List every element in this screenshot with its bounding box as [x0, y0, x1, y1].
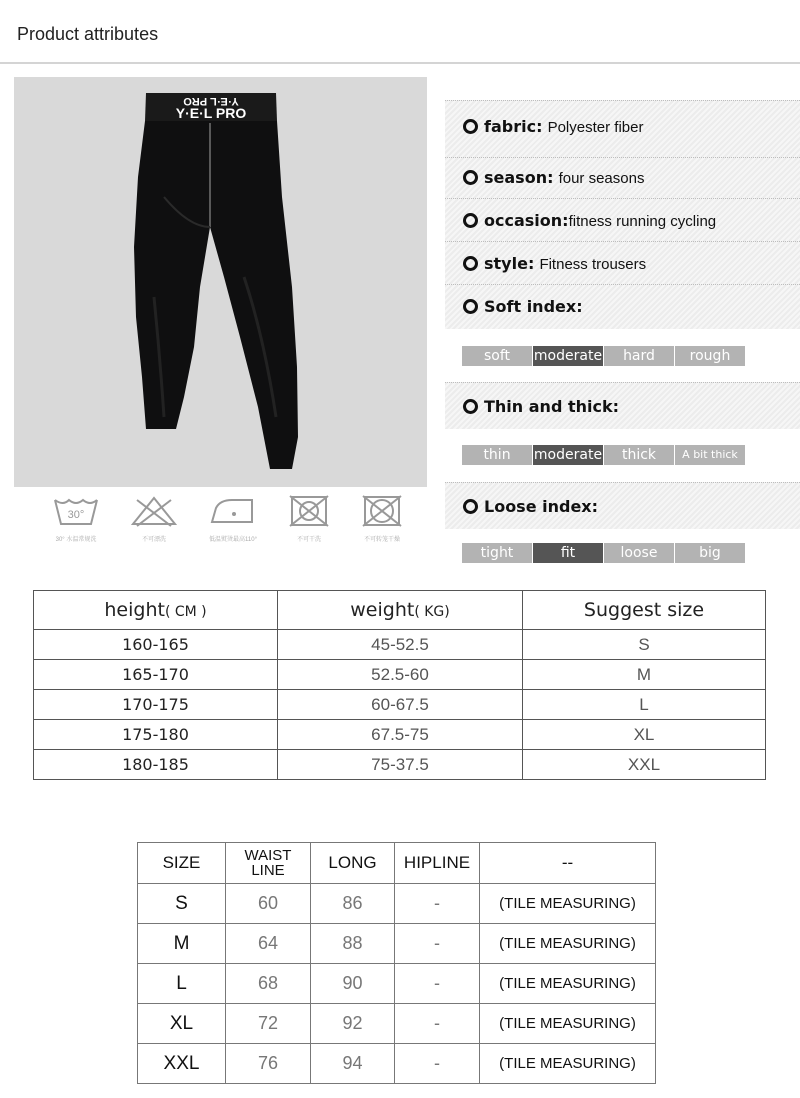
measurement-table	[137, 842, 656, 1084]
table-cell: 60	[226, 884, 311, 924]
attr-value: Fitness trousers	[539, 256, 647, 273]
circle-bullet-icon	[463, 499, 478, 514]
table-cell: 45-52.5	[278, 630, 523, 660]
scale-option: A bit thick	[675, 445, 745, 465]
table-cell: S	[138, 884, 226, 924]
care-caption: 不可转笼干燥	[363, 537, 400, 543]
care-caption: 30° 水温常规洗	[55, 537, 97, 543]
column-header-size: SIZE	[138, 843, 226, 884]
column-header-note: --	[480, 843, 656, 884]
table-header-row	[34, 591, 766, 630]
no-tumble-dry-icon	[346, 494, 418, 543]
table-cell: (TILE MEASURING)	[480, 964, 656, 1004]
column-header-waist: WAIST LINE	[226, 843, 311, 884]
table-cell: 90	[311, 964, 395, 1004]
attr-season: season: four seasons	[445, 157, 800, 198]
table-cell: 76	[226, 1044, 311, 1084]
attr-occasion: occasion:fitness running cycling	[445, 198, 800, 241]
attr-key: Thin and thick	[484, 397, 613, 416]
attr-value: four seasons	[558, 170, 645, 187]
care-caption: 不可漂洗	[141, 537, 166, 543]
circle-bullet-icon	[463, 299, 478, 314]
table-row	[34, 720, 766, 750]
table-cell: M	[138, 924, 226, 964]
wash-30-icon	[40, 494, 112, 543]
table-row	[138, 964, 656, 1004]
table-row	[34, 690, 766, 720]
table-cell: -	[395, 1004, 480, 1044]
table-row	[34, 660, 766, 690]
table-cell: S	[523, 630, 766, 660]
page-title: Product attributes	[17, 24, 159, 44]
table-cell: 68	[226, 964, 311, 1004]
table-row	[34, 630, 766, 660]
table-cell: 88	[311, 924, 395, 964]
table-cell: 67.5-75	[278, 720, 523, 750]
table-header-row	[138, 843, 656, 884]
table-cell: 160-165	[34, 630, 278, 660]
thickness-scale	[462, 445, 746, 465]
table-cell: (TILE MEASURING)	[480, 924, 656, 964]
column-header-height: height( CM )	[34, 591, 278, 630]
soft-index-scale	[462, 346, 746, 366]
column-header-suggest-size: Suggest size	[523, 591, 766, 630]
scale-option-selected: moderate	[533, 447, 603, 463]
table-cell: 170-175	[34, 690, 278, 720]
iron-low-icon	[197, 494, 269, 543]
attr-key: Soft index	[484, 297, 577, 316]
circle-bullet-icon	[463, 119, 478, 134]
table-cell: L	[138, 964, 226, 1004]
attr-fabric: fabric: Polyester fiber	[445, 100, 800, 157]
size-suggestion-table	[33, 590, 766, 780]
table-cell: 60-67.5	[278, 690, 523, 720]
table-cell: XL	[138, 1004, 226, 1044]
no-dry-clean-icon	[273, 494, 345, 543]
attr-key: fabric	[484, 117, 537, 136]
table-cell: -	[395, 884, 480, 924]
attr-key: Loose index	[484, 497, 592, 516]
circle-bullet-icon	[463, 399, 478, 414]
table-cell: XXL	[138, 1044, 226, 1084]
care-caption: 不可干洗	[296, 537, 321, 543]
scale-option-selected: moderate	[533, 348, 603, 364]
table-cell: -	[395, 1044, 480, 1084]
scale-option: soft	[462, 346, 532, 366]
care-instructions	[40, 494, 420, 554]
table-cell: 86	[311, 884, 395, 924]
attr-thin-thick: Thin and thick:	[445, 382, 800, 429]
scale-option: hard	[604, 346, 674, 366]
circle-bullet-icon	[463, 170, 478, 185]
table-cell: 165-170	[34, 660, 278, 690]
attr-soft-index: Soft index:	[445, 284, 800, 329]
table-cell: -	[395, 924, 480, 964]
table-cell: -	[395, 964, 480, 1004]
scale-option: loose	[604, 543, 674, 563]
brand-text: Y·E·L PRO	[175, 105, 247, 121]
scale-option: thick	[604, 445, 674, 465]
header	[0, 0, 800, 64]
table-cell: 64	[226, 924, 311, 964]
attr-style: style: Fitness trousers	[445, 241, 800, 284]
attr-loose-index: Loose index:	[445, 482, 800, 529]
scale-option-selected: fit	[533, 543, 603, 563]
attr-value: Polyester fiber	[547, 119, 644, 136]
table-cell: M	[523, 660, 766, 690]
table-cell: L	[523, 690, 766, 720]
table-cell: 52.5-60	[278, 660, 523, 690]
scale-option: big	[675, 543, 745, 563]
attr-key: style	[484, 254, 528, 273]
circle-bullet-icon	[463, 256, 478, 271]
attr-key: season	[484, 168, 548, 187]
attr-key: occasion	[484, 211, 563, 230]
table-cell: 180-185	[34, 750, 278, 780]
column-header-weight: weight( KG)	[278, 591, 523, 630]
column-header-long: LONG	[311, 843, 395, 884]
table-cell: (TILE MEASURING)	[480, 884, 656, 924]
table-row	[138, 884, 656, 924]
scale-option: thin	[462, 445, 532, 465]
loose-index-scale	[462, 543, 746, 563]
circle-bullet-icon	[463, 213, 478, 228]
brand-mirrored-text: Y·E·L PRO	[183, 95, 239, 107]
table-cell: XL	[523, 720, 766, 750]
table-cell: 94	[311, 1044, 395, 1084]
table-cell: (TILE MEASURING)	[480, 1004, 656, 1044]
table-row	[138, 1004, 656, 1044]
table-cell: 75-37.5	[278, 750, 523, 780]
column-header-hipline: HIPLINE	[395, 843, 480, 884]
table-row	[34, 750, 766, 780]
product-photo	[14, 77, 427, 487]
table-cell: 92	[311, 1004, 395, 1044]
svg-text:30°: 30°	[67, 509, 85, 521]
attr-value: fitness running cycling	[568, 213, 717, 230]
table-cell: XXL	[523, 750, 766, 780]
table-cell: 72	[226, 1004, 311, 1044]
table-cell: 175-180	[34, 720, 278, 750]
table-row	[138, 924, 656, 964]
table-row	[138, 1044, 656, 1084]
table-cell: (TILE MEASURING)	[480, 1044, 656, 1084]
no-bleach-icon	[118, 494, 190, 543]
scale-option: rough	[675, 346, 745, 366]
scale-option: tight	[462, 543, 532, 563]
care-caption: 低温熨烫最高110°	[209, 537, 257, 543]
